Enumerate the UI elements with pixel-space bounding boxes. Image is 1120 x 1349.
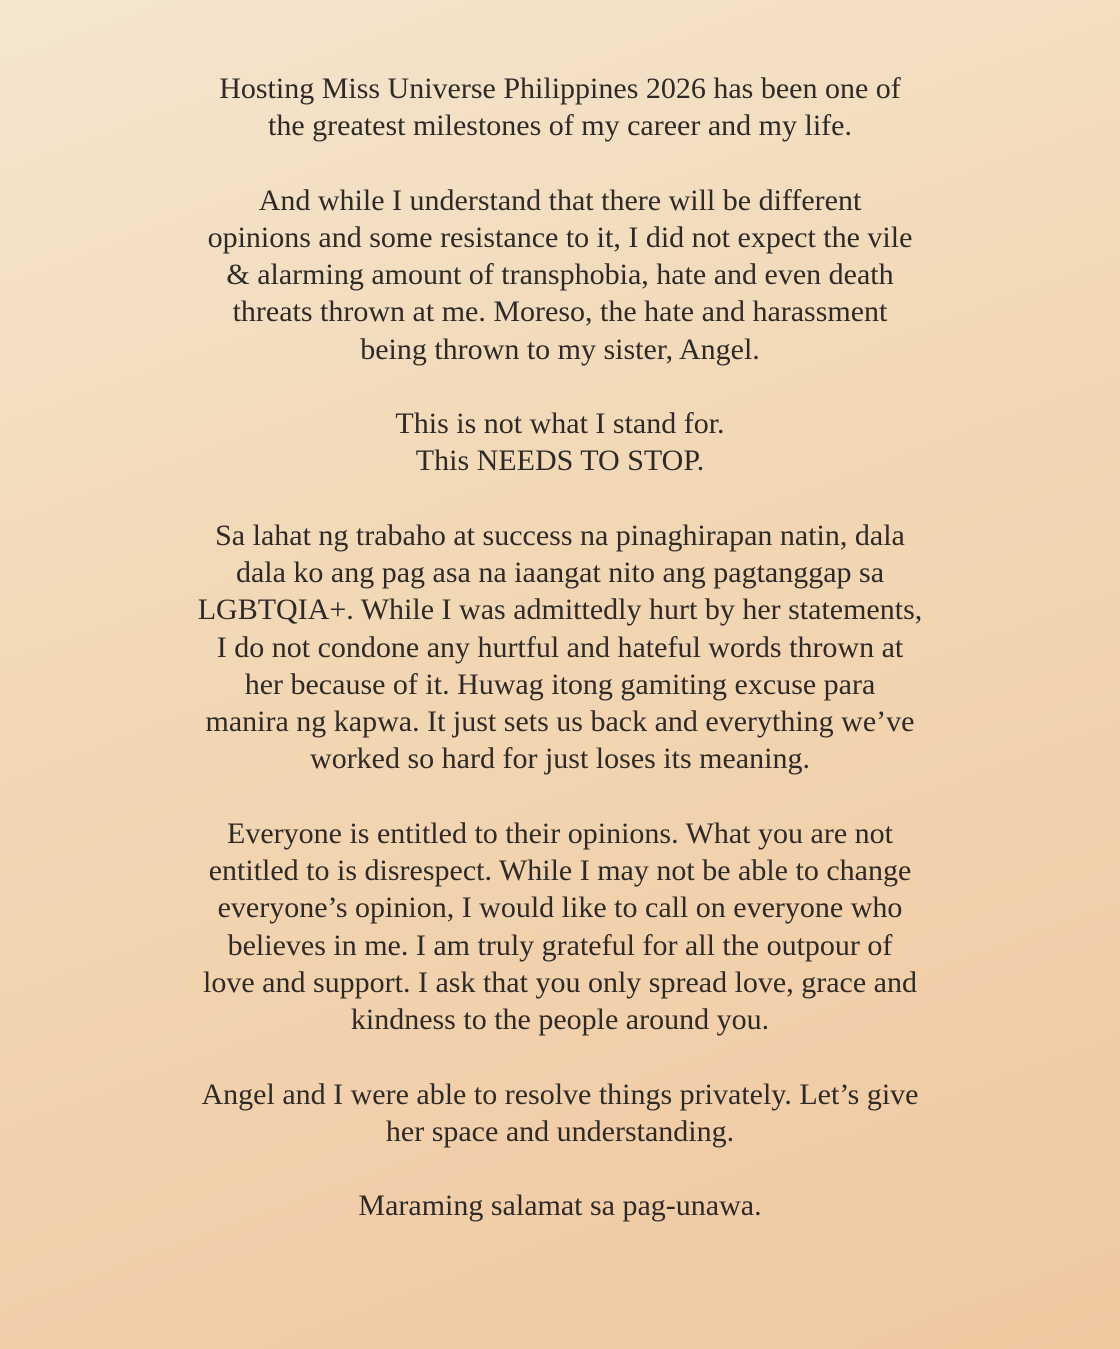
paragraph-line: entitled to is disrespect. While I may not be able to change: [208, 854, 912, 888]
paragraph-line: dala ko ang pag asa na iaangat nito ang pagtanggap sa: [235, 555, 885, 589]
paragraph-line: worked so hard for just loses its meaning.: [310, 742, 810, 776]
statement-text: [0, 70, 1120, 1261]
paragraph-4: [0, 517, 1120, 778]
paragraph-line: Sa lahat ng trabaho at success na pinaghirapan natin, dala: [215, 518, 905, 552]
paragraph-line: opinions and some resistance to it, I did not expect the vile: [207, 220, 913, 254]
paragraph-line: everyone’s opinion, I would like to call on everyone who: [217, 891, 903, 925]
paragraph-line: manira ng kapwa. It just sets us back and everything we’ve: [205, 705, 915, 739]
paragraph-line: being thrown to my sister, Angel.: [360, 332, 760, 366]
paragraph-line: This is not what I stand for.: [395, 407, 725, 441]
paragraph-line: her because of it. Huwag itong gamiting excuse para: [244, 667, 876, 701]
paragraph-line: Maraming salamat sa pag-unawa.: [358, 1189, 762, 1223]
paragraph-1: [0, 70, 1120, 145]
paragraph-line: kindness to the people around you.: [350, 1003, 770, 1037]
paragraph-line: Angel and I were able to resolve things privately. Let’s give: [201, 1077, 919, 1111]
paragraph-line: I do not condone any hurtful and hateful words thrown at: [216, 630, 904, 664]
paragraph-line: Hosting Miss Universe Philippines 2026 has been one of: [219, 72, 901, 105]
paragraph-line: And while I understand that there will be different: [258, 183, 862, 217]
paragraph-line: threats thrown at me. Moreso, the hate and harassment: [232, 295, 888, 329]
paragraph-5: [0, 815, 1120, 1039]
paragraph-line: & alarming amount of transphobia, hate and even death: [226, 258, 894, 292]
paragraph-line: LGBTQIA+. While I was admittedly hurt by her statements,: [197, 593, 923, 627]
paragraph-line: her space and understanding.: [385, 1114, 735, 1148]
paragraph-line: This NEEDS TO STOP.: [415, 444, 705, 478]
paragraph-line: the greatest milestones of my career and my life.: [268, 109, 852, 143]
paragraph-6: [0, 1076, 1120, 1151]
paragraph-line: love and support. I ask that you only spread love, grace and: [203, 965, 917, 999]
paragraph-line: Everyone is entitled to their opinions. What you are not: [227, 816, 893, 850]
paragraph-2: [0, 182, 1120, 368]
paragraph-3: [0, 405, 1120, 480]
paragraph-7: [0, 1187, 1120, 1224]
paragraph-line: believes in me. I am truly grateful for all the outpour of: [227, 928, 893, 962]
